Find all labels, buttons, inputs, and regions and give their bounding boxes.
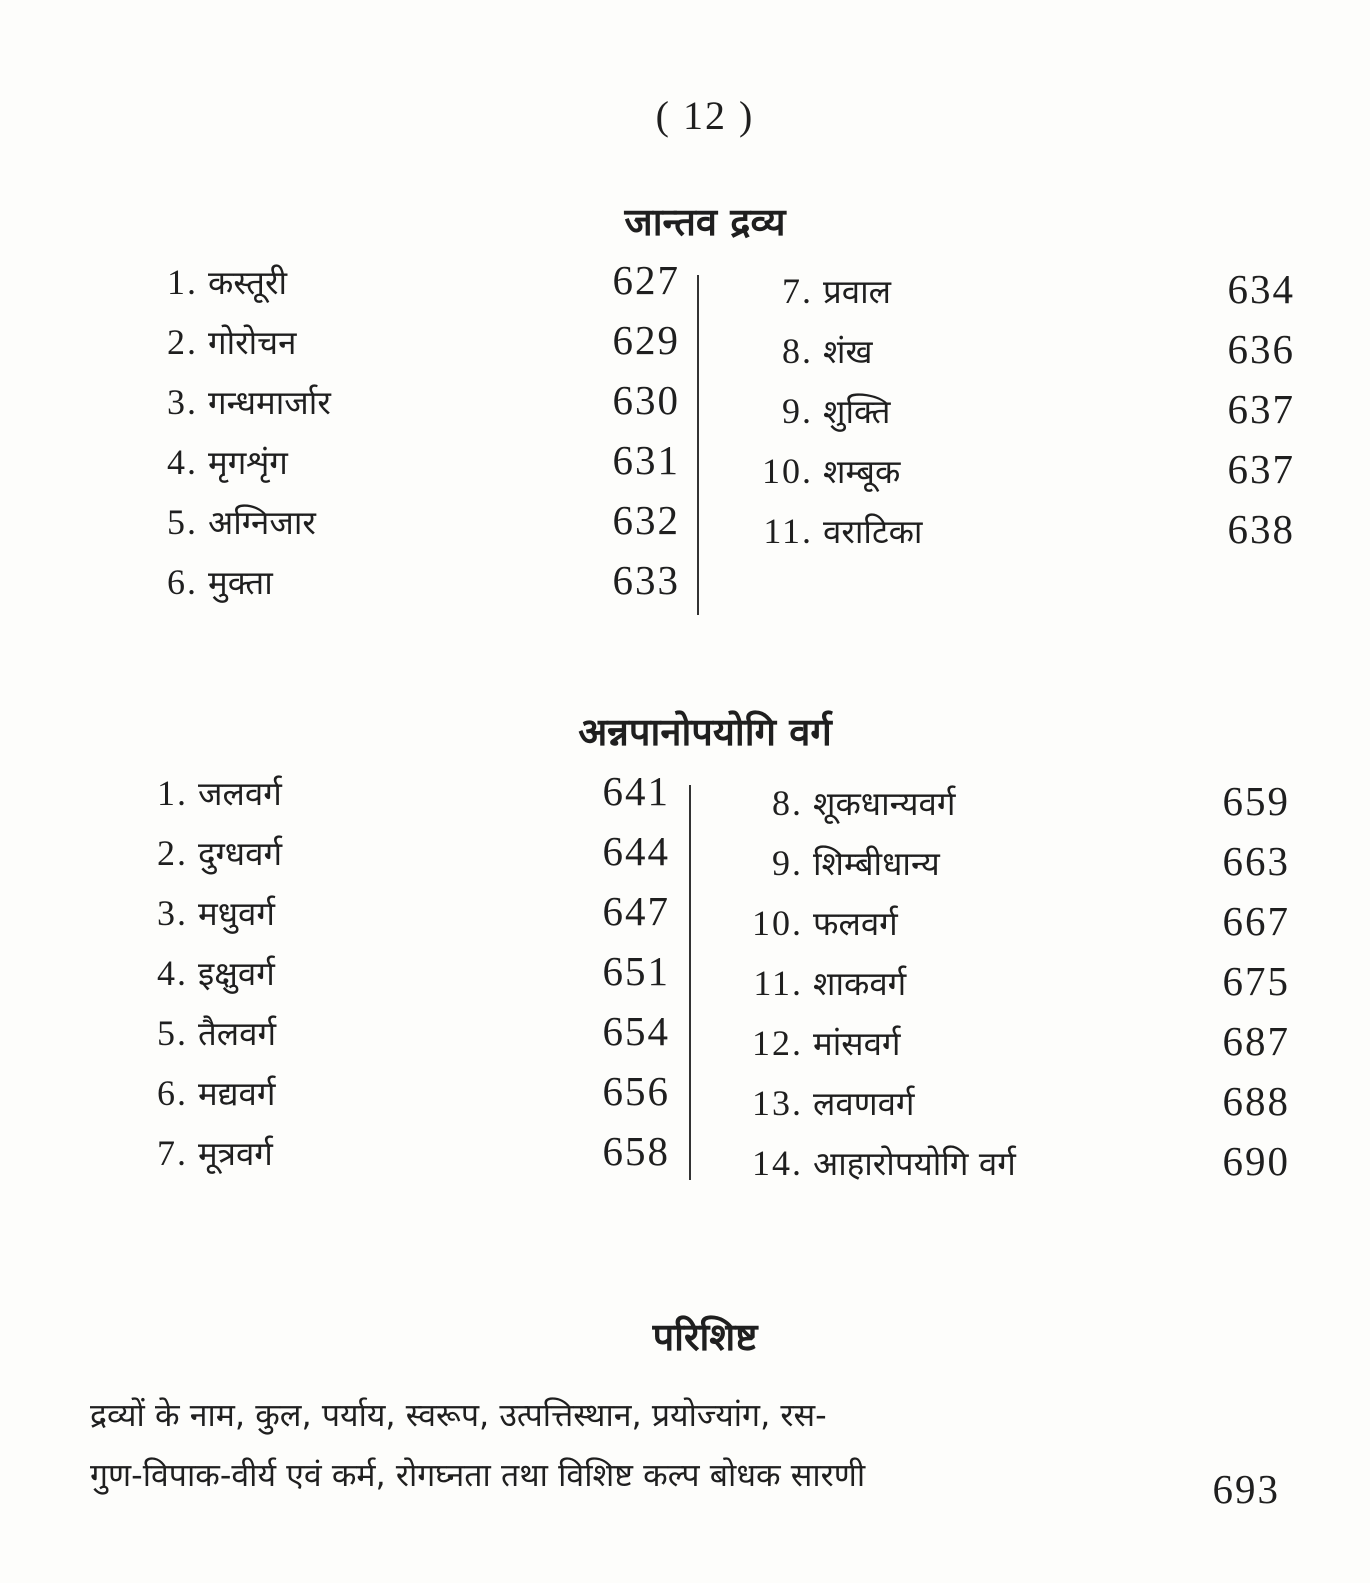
toc-entry [735,1078,915,1128]
entry-page-number: 658 [602,1128,670,1174]
entry-number: 1. [167,262,198,302]
entry-page-number: 688 [1222,1078,1290,1124]
column-divider [697,275,699,615]
entry-number: 10. [752,903,803,943]
entry-name: मृगशृंग [208,443,288,482]
entry-number: 9. [782,391,813,431]
entry-name: मद्यवर्ग [198,1074,276,1113]
entry-page-number: 636 [1227,326,1295,372]
entry-page-number: 637 [1227,386,1295,432]
entry-number: 4. [157,953,188,993]
entry-name: मधुवर्ग [198,894,275,933]
entry-number: 8. [772,783,803,823]
entry-page-number: 647 [602,888,670,934]
entry-name: शंख [823,332,873,371]
column-divider [689,785,691,1180]
entry-page-number: 631 [612,437,680,483]
entry-number: 2. [157,833,188,873]
toc-entry [140,948,275,998]
entry-name: तैलवर्ग [198,1014,277,1053]
entry-page-number: 633 [612,557,680,603]
toc-entry [735,1018,901,1068]
entry-page-number: 638 [1227,506,1295,552]
entry-name: मूत्रवर्ग [198,1134,273,1173]
toc-entry [140,888,275,938]
entry-number: 6. [157,1073,188,1113]
entry-page-number: 637 [1227,446,1295,492]
entry-page-number: 634 [1227,266,1295,312]
entry-number: 14. [752,1143,803,1183]
section-title-jantav: जान्तव द्रव्य [624,200,786,244]
toc-entry [150,317,296,367]
entry-name: प्रवाल [823,272,892,311]
entry-number: 7. [157,1133,188,1173]
toc-entry [150,557,273,607]
entry-name: गोरोचन [208,323,297,362]
entry-name: शुक्ति [823,392,891,431]
entry-number: 12. [752,1023,803,1063]
entry-name: वराटिका [823,512,923,551]
entry-page-number: 656 [602,1068,670,1114]
toc-entry [735,838,940,888]
entry-number: 2. [167,322,198,362]
entry-number: 5. [167,502,198,542]
entry-page-number: 654 [602,1008,670,1054]
toc-entry [735,898,898,948]
entry-name: मांसवर्ग [813,1024,901,1063]
entry-name: शिम्बीधान्य [813,844,940,883]
toc-entry [150,497,316,547]
entry-number: 7. [782,271,813,311]
entry-page-number: 675 [1222,958,1290,1004]
entry-page-number: 629 [612,317,680,363]
entry-number: 10. [762,451,813,491]
entry-name: मुक्ता [208,563,273,602]
entry-number: 5. [157,1013,188,1053]
entry-page-number: 651 [602,948,670,994]
entry-number: 9. [772,843,803,883]
entry-name: लवणवर्ग [813,1084,915,1123]
entry-page-number: 627 [612,257,680,303]
entry-name: आहारोपयोगि वर्ग [813,1144,1016,1183]
toc-entry [150,257,287,307]
entry-number: 3. [157,893,188,933]
entry-name: अग्निजार [208,503,316,542]
entry-page-number: 663 [1222,838,1290,884]
entry-page-number: 687 [1222,1018,1290,1064]
entry-page-number: 644 [602,828,670,874]
toc-entry [140,1008,276,1058]
toc-entry [140,1068,275,1118]
appendix-line-1: द्रव्यों के नाम, कुल, पर्याय, स्वरूप, उत्पत्तिस्थान, प्रयोज्यांग, रस- [90,1396,827,1434]
page-number: ( 12 ) [655,93,755,138]
toc-entry [745,386,891,436]
section-title-parishisht: परिशिष्ट [652,1315,758,1359]
toc-entry [745,326,872,376]
toc-entry [140,1128,273,1178]
entry-name: शाकवर्ग [813,964,907,1003]
entry-name: दुग्धवर्ग [198,834,283,873]
toc-entry [745,446,900,496]
entry-number: 11. [763,511,813,551]
entry-name: फलवर्ग [813,904,898,943]
toc-entry [745,506,922,556]
toc-entry [745,266,891,316]
toc-entry [150,437,288,487]
entry-number: 11. [753,963,803,1003]
toc-entry [140,828,282,878]
entry-page-number: 630 [612,377,680,423]
entry-number: 3. [167,382,198,422]
toc-entry [140,768,282,818]
section-title-annapan: अन्नपानोपयोगि वर्ग [578,710,832,754]
entry-name: गन्धमार्जार [208,383,331,422]
toc-entry [735,958,906,1008]
entry-number: 1. [157,773,188,813]
entry-name: इक्षुवर्ग [198,954,275,993]
toc-entry [735,778,955,828]
entry-page-number: 659 [1222,778,1290,824]
entry-number: 13. [752,1083,803,1123]
entry-name: कस्तूरी [208,263,288,302]
entry-name: शूकधान्यवर्ग [813,784,956,823]
entry-number: 6. [167,562,198,602]
entry-page-number: 632 [612,497,680,543]
entry-page-number: 667 [1222,898,1290,944]
appendix-line-2: गुण-विपाक-वीर्य एवं कर्म, रोगघ्नता तथा विशिष्ट कल्प बोधक सारणी [90,1456,866,1494]
entry-name: जलवर्ग [198,774,282,813]
entry-page-number: 641 [602,768,670,814]
entry-name: शम्बूक [823,452,901,491]
entry-number: 8. [782,331,813,371]
appendix-description [90,1385,1090,1505]
appendix-page-number: 693 [1212,1466,1280,1512]
toc-entry [150,377,331,427]
toc-entry [735,1138,1016,1188]
entry-number: 4. [167,442,198,482]
entry-page-number: 690 [1222,1138,1290,1184]
